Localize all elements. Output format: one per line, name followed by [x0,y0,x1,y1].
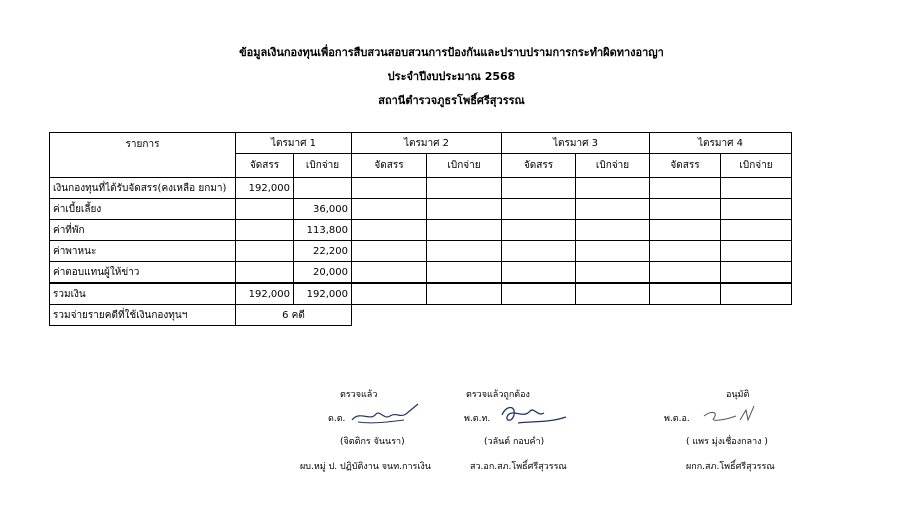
table-row [50,199,792,220]
q1-spend-header: เบิกจ่าย [294,154,352,178]
approver-heading: อนุมัติ [726,390,750,400]
q2-spend-header: เบิกจ่าย [427,154,502,178]
row-label: ค่าที่พัก [50,220,236,241]
header-row-quarters [50,133,792,154]
verifier-name: (วลันต์ กอบคำ) [484,437,545,447]
total-label: รวมเงิน [50,283,236,305]
q1-alloc-value [236,241,294,262]
row-label: ค่าพาหนะ [50,241,236,262]
q1-spend-value: 113,800 [294,220,352,241]
q1-spend-value [294,178,352,199]
approver-position: ผกก.สภ.โพธิ์ศรีสุวรรณ [686,462,775,472]
cases-row [50,305,792,326]
row-label: ค่าเบี้ยเลี้ยง [50,199,236,220]
total-q1-alloc: 192,000 [236,283,294,305]
table-row [50,241,792,262]
q1-alloc-value: 192,000 [236,178,294,199]
verifier-rank: พ.ต.ท. [464,414,491,424]
approver-rank: พ.ต.อ. [664,414,690,424]
table-row [50,220,792,241]
quarter-4-header: ไตรมาศ 4 [650,133,792,154]
checker-name: (จิตติกร จันนรา) [340,437,405,447]
checker-position: ผบ.หมู่ ป. ปฏิบัติงาน จนท.การเงิน [300,462,431,472]
total-q1-spend: 192,000 [294,283,352,305]
item-column-header: รายการ [50,133,236,178]
checker-rank: ด.ต. [328,414,346,424]
quarter-1-header: ไตรมาศ 1 [236,133,352,154]
q4-alloc-header: จัดสรร [650,154,721,178]
q3-spend-header: เบิกจ่าย [576,154,650,178]
q1-spend-value: 20,000 [294,262,352,284]
station-name: สถานีตำรวจภูธรโพธิ์ศรีสุวรรณ [378,94,525,107]
checker-signature [348,402,420,426]
report-title: ข้อมูลเงินกองทุนเพื่อการสืบสวนสอบสวนการป้องกันและปราบปรามการกระทำผิดทางอาญา [239,46,664,59]
approver-name: ( แพร มุ่งเชื่องกลาง ) [686,437,768,447]
q1-alloc-value [236,199,294,220]
verifier-signature [498,401,570,427]
q2-alloc-header: จัดสรร [352,154,427,178]
verifier-position: สว.อก.สภ.โพธิ์ศรีสุวรรณ [470,462,567,472]
table-row [50,262,792,284]
q1-spend-value: 22,200 [294,241,352,262]
fiscal-year: ประจำปีงบประมาณ 2568 [387,70,516,83]
q4-spend-header: เบิกจ่าย [721,154,792,178]
quarter-2-header: ไตรมาศ 2 [352,133,502,154]
q1-spend-value: 36,000 [294,199,352,220]
row-label: เงินกองทุนที่ได้รับจัดสรร(คงเหลือ ยกมา) [50,178,236,199]
fund-table [49,132,792,326]
cases-label: รวมจ่ายรายคดีที่ใช้เงินกองทุนฯ [50,305,236,326]
checker-heading: ตรวจแล้ว [340,390,378,400]
q3-alloc-header: จัดสรร [502,154,576,178]
row-label: ค่าตอบแทนผู้ให้ข่าว [50,262,236,284]
q1-alloc-header: จัดสรร [236,154,294,178]
total-row [50,283,792,305]
cases-value: 6 คดี [236,305,352,326]
q1-alloc-value [236,262,294,284]
table-row [50,178,792,199]
quarter-3-header: ไตรมาศ 3 [502,133,650,154]
verifier-heading: ตรวจแล้วถูกต้อง [466,390,530,400]
approver-signature [700,402,762,426]
q1-alloc-value [236,220,294,241]
